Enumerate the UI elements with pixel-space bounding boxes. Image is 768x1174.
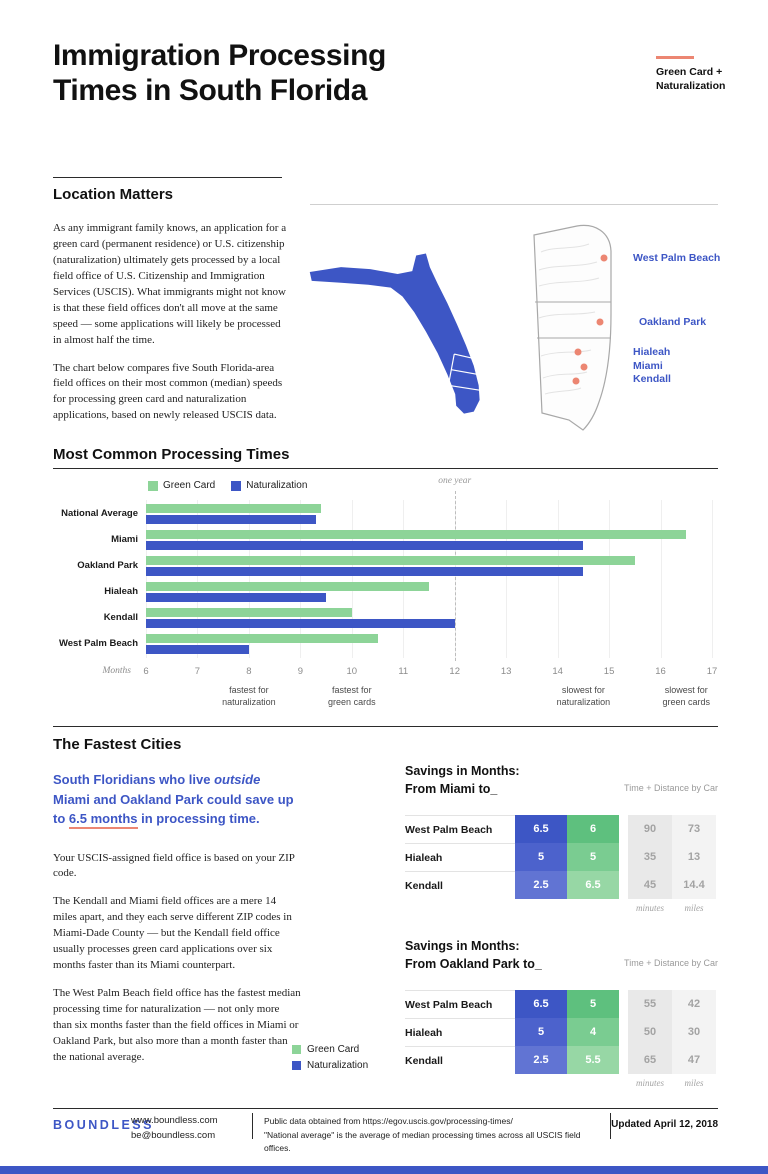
annotation-line1: slowest for (561, 685, 605, 695)
annotation-line1: fastest for (229, 685, 269, 695)
table-legend-green-card (292, 1044, 368, 1055)
annotation-line2: green cards (328, 696, 376, 707)
chart-category-label: Kendall (103, 612, 138, 623)
naturalization-savings-cell: 6.5 (515, 990, 567, 1018)
chart-bar-green-card (146, 608, 352, 617)
marker-miami (581, 364, 588, 371)
minutes-cell: 45 (628, 871, 672, 899)
chart-annotation (302, 685, 402, 708)
chart-tick-label: 17 (706, 666, 718, 677)
annotation-line2: green cards (662, 696, 711, 707)
annotation-line2: naturalization (222, 696, 276, 707)
naturalization-savings-cell: 5 (515, 1018, 567, 1046)
chart-tick-label: 9 (297, 666, 303, 677)
miles-cell: 13 (672, 843, 716, 871)
chart-gridline (403, 500, 404, 658)
minutes-cell: 65 (628, 1046, 672, 1074)
green-card-savings-cell: 5.5 (567, 1046, 619, 1074)
savings-table-from-oakland-park (405, 938, 718, 1092)
naturalization-savings-cell: 2.5 (515, 1046, 567, 1074)
savings-title-line1: Savings in Months: (405, 939, 520, 953)
chart-section-rule (53, 468, 718, 469)
chart-gridline (609, 500, 610, 658)
florida-state-shape (310, 254, 480, 414)
marker-hialeah (575, 349, 582, 356)
statement-highlight: 6.5 months (69, 811, 138, 829)
chart-legend (148, 480, 307, 491)
chart-bar-naturalization (146, 619, 455, 628)
chart-gridline (558, 500, 559, 658)
chart-tick-label: 6 (143, 666, 149, 677)
florida-map (300, 240, 505, 437)
chart-tick-label: 8 (246, 666, 252, 677)
savings-row-label: Kendall (405, 1046, 515, 1074)
map-label-oakland-park: Oakland Park (639, 316, 707, 328)
chart-category-label: West Palm Beach (58, 638, 138, 649)
map-label-west-palm-beach: West Palm Beach (633, 252, 721, 264)
minutes-cell: 55 (628, 990, 672, 1018)
table-legend (292, 1044, 368, 1076)
chart-bar-green-card (146, 582, 429, 591)
tag-line2: Naturalization (656, 80, 726, 93)
chart-section-heading: Most Common Processing Times (53, 446, 290, 463)
annotation-line2: naturalization (556, 696, 611, 707)
tag-accent-rule (656, 56, 694, 59)
minutes-cell: 50 (628, 1018, 672, 1046)
fastest-cities-copy (53, 770, 301, 1078)
miles-cell: 42 (672, 990, 716, 1018)
topic-tag (656, 56, 725, 93)
savings-row (405, 1046, 718, 1074)
fastest-cities-heading: The Fastest Cities (53, 736, 182, 753)
marker-west-palm-beach (601, 255, 608, 262)
chart-x-axis-label: Months (102, 666, 131, 676)
chart-tick-label: 7 (194, 666, 201, 677)
savings-title-line1: Savings in Months: (405, 764, 520, 778)
statement-part3: in processing time. (137, 811, 260, 826)
savings-row-label: West Palm Beach (405, 990, 515, 1018)
location-paragraph-2: The chart below compares five South Florida-area field offices on their most common (median) speeds for processing green card and naturalization applications, based on newly released USCIS data. (53, 361, 283, 422)
chart-tick-label: 11 (398, 666, 409, 677)
minutes-cell: 90 (628, 815, 672, 843)
minutes-cell: 35 (628, 843, 672, 871)
miles-cell: 14.4 (672, 871, 716, 899)
detail-map-outline (534, 225, 611, 430)
page-title-line2: Times in South Florida (53, 74, 368, 108)
chart-bar-naturalization (146, 541, 583, 550)
savings-row (405, 990, 718, 1018)
table-legend-label-green-card: Green Card (307, 1044, 360, 1055)
savings-row-label: West Palm Beach (405, 815, 515, 843)
chart-category-label: Miami (111, 534, 138, 545)
footer-rule (53, 1108, 718, 1109)
savings-rows (405, 990, 718, 1074)
chart-gridline (712, 500, 713, 658)
time-distance-note: Time + Distance by Car (624, 958, 718, 968)
footer-source (264, 1115, 599, 1156)
savings-row-label: Hialeah (405, 843, 515, 871)
footer-source-line2: "National average" is the average of median processing times across all USCIS field offices. (264, 1129, 581, 1154)
green-card-savings-cell: 6.5 (567, 871, 619, 899)
annotation-line1: fastest for (332, 685, 372, 695)
savings-row-label: Hialeah (405, 1018, 515, 1046)
annotation-line1: slowest for (664, 685, 708, 695)
chart-bar-green-card (146, 634, 378, 643)
miles-cell: 47 (672, 1046, 716, 1074)
processing-times-chart (53, 478, 718, 720)
naturalization-swatch (231, 481, 241, 491)
one-year-line (455, 491, 456, 661)
chart-bar-naturalization (146, 515, 316, 524)
detail-map-svg (527, 222, 619, 437)
chart-annotation (533, 685, 633, 708)
chart-bar-green-card (146, 504, 321, 513)
boundless-logo: BOUNDLESS (53, 1118, 154, 1132)
section-rule (53, 177, 282, 178)
green-card-savings-cell: 5 (567, 843, 619, 871)
savings-row-label: Kendall (405, 871, 515, 899)
table-legend-naturalization (292, 1060, 368, 1071)
chart-annotation (199, 685, 299, 708)
marker-oakland-park (597, 319, 604, 326)
chart-bar-green-card (146, 556, 635, 565)
time-distance-note: Time + Distance by Car (624, 783, 718, 793)
savings-row (405, 843, 718, 871)
legend-label-naturalization: Naturalization (246, 480, 308, 491)
naturalization-savings-cell: 2.5 (515, 871, 567, 899)
cell-gap (619, 1046, 628, 1074)
one-year-label: one year (438, 476, 472, 486)
savings-statement (53, 770, 299, 829)
savings-row (405, 871, 718, 899)
chart-tick-label: 12 (449, 666, 460, 677)
florida-state-svg (300, 240, 505, 432)
fastest-paragraph-2: The Kendall and Miami field offices are a mere 14 miles apart, and they each serve different ZIP codes in Miami-Dade County — but the Kendall field office usually processes green card applications over six months faster than its Miami counterpart. (53, 895, 292, 972)
naturalization-swatch (292, 1061, 301, 1070)
legend-item-green-card (148, 480, 215, 491)
chart-tick-label: 14 (552, 666, 563, 677)
savings-row (405, 815, 718, 843)
tag-line1: Green Card + (656, 66, 723, 78)
savings-row (405, 1018, 718, 1046)
savings-table-from-miami (405, 763, 718, 917)
savings-title-line2: From Oakland Park to_ (405, 956, 542, 971)
miles-cell: 30 (672, 1018, 716, 1046)
miles-unit-label: miles (684, 1078, 704, 1088)
cell-gap (619, 815, 628, 843)
legend-label-green-card: Green Card (163, 480, 216, 491)
fastest-paragraph-3: The West Palm Beach field office has the fastest median processing time for naturalization — not only more than six months faster than the field offices in Miami or Oakland Park, but also more than a month faster than the national average. (53, 987, 301, 1063)
fastest-paragraph-1: Your USCIS-assigned field office is based on your ZIP code. (53, 851, 295, 880)
page-title (53, 38, 386, 108)
units-row (405, 1078, 718, 1092)
footer-website: www.boundless.com (131, 1115, 218, 1126)
marker-kendall (573, 378, 580, 385)
south-florida-detail-map (527, 222, 619, 442)
cell-gap (619, 843, 628, 871)
page-title-line1: Immigration Processing (53, 39, 386, 72)
statement-part1: South Floridians who live (53, 772, 215, 787)
footer-divider (252, 1113, 253, 1139)
location-paragraph-1: As any immigrant family knows, an application for a green card (permanent residence) or U.S. citizenship (naturalization) ultimately gets processed by a local field office of U.S. Citizenship and Immigration Services (USCIS). What immigrants might not know is that these field offices don't all move at the same speed — some applications will likely be processed in almost half the time. (53, 222, 287, 346)
cell-gap (619, 871, 628, 899)
chart-bar-naturalization (146, 567, 583, 576)
statement-italic: outside (214, 772, 261, 787)
statement-part2: Miami and Oakland Park could save up to (53, 791, 294, 826)
map-label-kendall: Kendall (633, 373, 671, 385)
chart-tick-label: 13 (500, 666, 512, 677)
location-matters-heading: Location Matters (53, 186, 174, 203)
miles-cell: 73 (672, 815, 716, 843)
chart-annotation (636, 685, 736, 708)
green-card-swatch (148, 481, 158, 491)
footer-contact (131, 1114, 218, 1143)
savings-title-line2: From Miami to_ (405, 781, 498, 796)
cell-gap (619, 1018, 628, 1046)
naturalization-savings-cell: 6.5 (515, 815, 567, 843)
fastest-section-rule (53, 726, 718, 727)
chart-category-label: Hialeah (104, 586, 138, 597)
map-section-rule (310, 204, 718, 205)
chart-bar-naturalization (146, 593, 326, 602)
green-card-savings-cell: 5 (567, 990, 619, 1018)
map-label-miami: Miami (633, 360, 663, 372)
green-card-savings-cell: 6 (567, 815, 619, 843)
savings-rows (405, 815, 718, 899)
footer-updated: Updated April 12, 2018 (611, 1119, 718, 1130)
chart-tick-label: 10 (346, 666, 358, 677)
green-card-savings-cell: 4 (567, 1018, 619, 1046)
minutes-unit-label: minutes (636, 903, 664, 913)
green-card-swatch (292, 1045, 301, 1054)
footer-email: be@boundless.com (131, 1129, 216, 1141)
bottom-accent-bar (0, 1166, 768, 1174)
cell-gap (619, 990, 628, 1018)
chart-gridline (506, 500, 507, 658)
chart-bar-naturalization (146, 645, 249, 654)
legend-item-naturalization (231, 480, 307, 491)
chart-tick-label: 16 (655, 666, 666, 677)
minutes-unit-label: minutes (636, 1078, 664, 1088)
chart-bar-green-card (146, 530, 686, 539)
units-row (405, 903, 718, 917)
miles-unit-label: miles (684, 903, 704, 913)
map-label-hialeah: Hialeah (633, 346, 671, 358)
chart-gridline (661, 500, 662, 658)
footer-source-line1: Public data obtained from https://egov.uscis.gov/processing-times/ (264, 1116, 513, 1126)
location-matters-copy (53, 221, 291, 436)
chart-tick-label: 15 (603, 666, 615, 677)
chart-category-label: National Average (61, 508, 138, 519)
chart-category-label: Oakland Park (77, 560, 138, 571)
table-legend-label-naturalization: Naturalization (307, 1060, 369, 1071)
naturalization-savings-cell: 5 (515, 843, 567, 871)
